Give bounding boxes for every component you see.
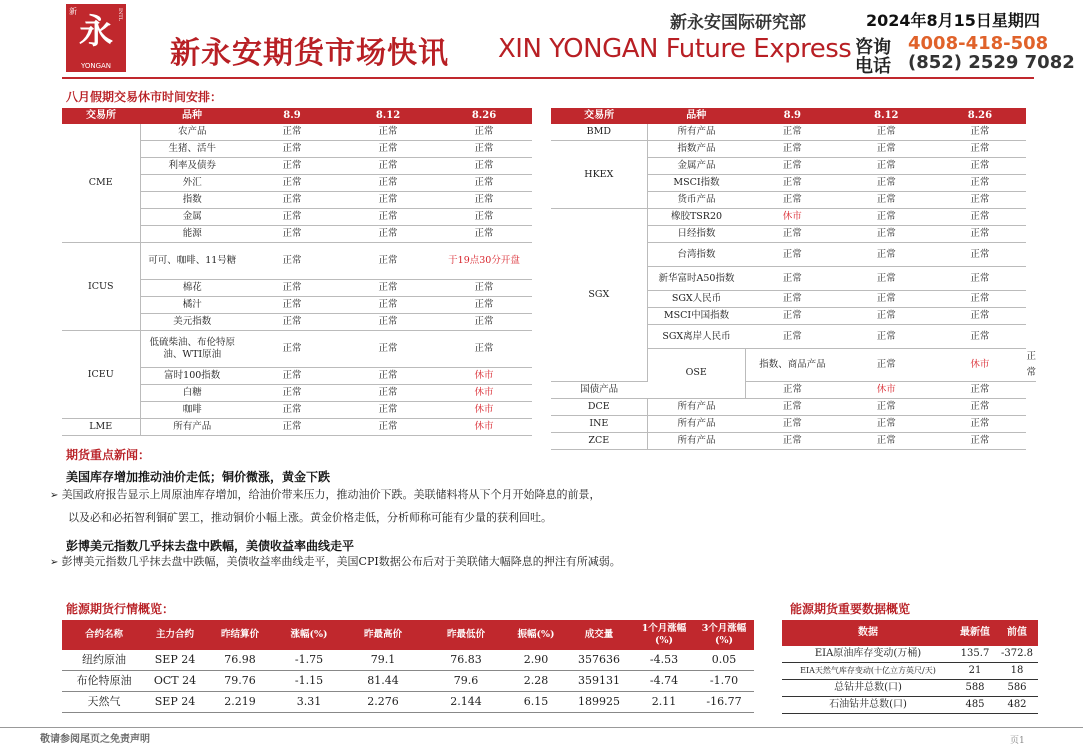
status-cell: 正常 xyxy=(244,243,340,280)
table-cell: SEP 24 xyxy=(146,650,204,671)
column-header: 8.26 xyxy=(933,108,1026,124)
table-cell: -16.77 xyxy=(694,692,754,713)
status-cell: 正常 xyxy=(933,175,1026,192)
table-cell: 357636 xyxy=(564,650,634,671)
status-cell: 正常 xyxy=(839,291,933,308)
status-cell: 正常 xyxy=(839,308,933,325)
status-cell: 正常 xyxy=(933,415,1026,432)
news-title: 期货重点新闻： xyxy=(66,448,151,462)
column-header: 振幅(%) xyxy=(508,620,564,650)
product-cell: 所有产品 xyxy=(647,415,745,432)
status-cell: 正常 xyxy=(436,331,532,368)
product-cell: 棉花 xyxy=(140,280,244,297)
table-cell: SEP 24 xyxy=(146,692,204,713)
table-cell: 2.90 xyxy=(508,650,564,671)
exchange-cell: INE xyxy=(551,415,647,432)
status-cell: 正常 xyxy=(244,297,340,314)
status-cell: 正常 xyxy=(933,226,1026,243)
status-cell: 正常 xyxy=(340,419,436,436)
table-cell: 18 xyxy=(996,663,1038,680)
status-cell: 正常 xyxy=(933,243,1026,267)
product-cell: 金属 xyxy=(140,209,244,226)
table-row xyxy=(551,124,1036,141)
table-cell: 0.05 xyxy=(694,650,754,671)
status-cell: 正常 xyxy=(933,158,1026,175)
column-header: 最新值 xyxy=(954,620,996,646)
exchange-cell: ICUS xyxy=(62,243,140,331)
status-cell: 休市 xyxy=(933,349,1026,382)
status-cell: 正常 xyxy=(839,432,933,449)
holiday-title: 八月假期交易休市时间安排： xyxy=(66,90,223,104)
status-cell: 正常 xyxy=(244,209,340,226)
status-cell: 正常 xyxy=(745,415,839,432)
news-line: 以及必和必拓智利铜矿罢工，推动铜价小幅上涨。黄金价格走低，分析师称可能有少量的获利回吐。 xyxy=(68,511,552,524)
status-cell: 正常 xyxy=(839,243,933,267)
status-cell: 正常 xyxy=(839,175,933,192)
status-cell: 正常 xyxy=(436,297,532,314)
status-cell: 正常 xyxy=(340,402,436,419)
table-cell: 2.219 xyxy=(204,692,276,713)
table-row xyxy=(551,381,1036,398)
table-cell: 76.83 xyxy=(424,650,508,671)
status-cell: 正常 xyxy=(340,175,436,192)
table-cell: 布伦特原油 xyxy=(62,671,146,692)
product-cell: 所有产品 xyxy=(647,398,745,415)
status-cell: 正常 xyxy=(745,226,839,243)
column-header: 交易所 xyxy=(62,108,140,124)
column-header: 品种 xyxy=(140,108,244,124)
status-cell: 正常 xyxy=(244,175,340,192)
status-cell: 正常 xyxy=(340,192,436,209)
table-cell: 总钻井总数(口) xyxy=(782,680,954,697)
product-cell: 利率及债券 xyxy=(140,158,244,175)
status-cell: 正常 xyxy=(436,280,532,297)
product-cell: MSCI指数 xyxy=(647,175,745,192)
energy-quote-table xyxy=(62,620,754,713)
column-header: 8.9 xyxy=(745,108,839,124)
table-row xyxy=(551,398,1036,415)
status-cell: 正常 xyxy=(340,141,436,158)
status-cell: 正常 xyxy=(933,381,1026,398)
table-cell: 79.76 xyxy=(204,671,276,692)
status-cell: 正常 xyxy=(745,432,839,449)
column-header: 1个月涨幅(%) xyxy=(634,620,694,650)
status-cell: 正常 xyxy=(745,124,839,141)
column-header: 合约名称 xyxy=(62,620,146,650)
exchange-cell: HKEX xyxy=(551,141,647,209)
table-cell: 天然气 xyxy=(62,692,146,713)
exchange-cell: OSE xyxy=(647,349,745,399)
status-cell: 正常 xyxy=(340,158,436,175)
column-header: 交易所 xyxy=(551,108,647,124)
product-cell: 台湾指数 xyxy=(647,243,745,267)
status-cell: 正常 xyxy=(839,398,933,415)
status-cell: 正常 xyxy=(340,280,436,297)
company-logo xyxy=(66,4,126,72)
status-cell: 正常 xyxy=(933,291,1026,308)
table-cell: 2.11 xyxy=(634,692,694,713)
column-header: 8.12 xyxy=(839,108,933,124)
product-cell: 富时100指数 xyxy=(140,368,244,385)
column-header: 前值 xyxy=(996,620,1038,646)
table-row xyxy=(782,663,1038,680)
status-cell: 正常 xyxy=(745,141,839,158)
status-cell: 正常 xyxy=(839,158,933,175)
status-cell: 正常 xyxy=(340,331,436,368)
status-cell: 休市 xyxy=(436,419,532,436)
news-line: 美国政府报告显示上周原油库存增加，给油价带来压力，推动油价下跌。美联储料将从下个月开始降息的前景， xyxy=(61,488,601,501)
product-cell: 橡胶TSR20 xyxy=(647,209,745,226)
product-cell: 农产品 xyxy=(140,124,244,141)
status-cell: 正常 xyxy=(933,124,1026,141)
exchange-cell: ZCE xyxy=(551,432,647,449)
column-header: 3个月涨幅(%) xyxy=(694,620,754,650)
product-cell: 可可、咖啡、11号糖 xyxy=(140,243,244,280)
status-cell: 正常 xyxy=(340,209,436,226)
status-cell: 正常 xyxy=(933,308,1026,325)
table-cell: 3.31 xyxy=(276,692,342,713)
table-row xyxy=(62,124,532,141)
table-row xyxy=(551,415,1036,432)
status-cell: 正常 xyxy=(244,314,340,331)
product-cell: 指数、商品产品 xyxy=(745,349,839,382)
institute-name: 新永安国际研究部 xyxy=(670,13,806,33)
table-row xyxy=(62,671,754,692)
news-headline-1: 美国库存增加推动油价走低；铜价微涨，黄金下跌 xyxy=(66,470,331,484)
title-cn: 新永安期货市场快讯 xyxy=(170,36,449,71)
status-cell: 正常 xyxy=(340,124,436,141)
table-cell: 189925 xyxy=(564,692,634,713)
product-cell: 低硫柴油、布伦特原油、WTI原油 xyxy=(140,331,244,368)
table-cell: 76.98 xyxy=(204,650,276,671)
status-cell: 正常 xyxy=(839,141,933,158)
status-cell: 正常 xyxy=(436,209,532,226)
table-cell: -372.8 xyxy=(996,646,1038,663)
table-cell: -1.75 xyxy=(276,650,342,671)
column-header: 主力合约 xyxy=(146,620,204,650)
table-cell: 21 xyxy=(954,663,996,680)
status-cell: 正常 xyxy=(436,314,532,331)
table-cell: 纽约原油 xyxy=(62,650,146,671)
status-cell: 正常 xyxy=(244,192,340,209)
status-cell: 正常 xyxy=(436,192,532,209)
holiday-table-left xyxy=(62,108,532,436)
table-cell: 2.144 xyxy=(424,692,508,713)
table-row xyxy=(782,646,1038,663)
logo-small-text: 新 xyxy=(69,7,77,16)
status-cell: 正常 xyxy=(745,291,839,308)
table-row xyxy=(62,243,532,280)
table-row xyxy=(62,692,754,713)
column-header: 品种 xyxy=(647,108,745,124)
product-cell: 所有产品 xyxy=(140,419,244,436)
product-cell: 所有产品 xyxy=(647,432,745,449)
status-cell: 正常 xyxy=(745,175,839,192)
table-row xyxy=(62,331,532,368)
product-cell: 外汇 xyxy=(140,175,244,192)
status-cell: 正常 xyxy=(933,325,1026,349)
title-en: XIN YONGAN Future Express xyxy=(498,34,852,64)
product-cell: SGX离岸人民币 xyxy=(647,325,745,349)
status-cell: 正常 xyxy=(839,226,933,243)
table-cell: 482 xyxy=(996,697,1038,714)
table-row xyxy=(62,419,532,436)
table-cell: 石油钻井总数(口) xyxy=(782,697,954,714)
status-cell: 正常 xyxy=(244,158,340,175)
status-cell: 正常 xyxy=(340,226,436,243)
table-cell: OCT 24 xyxy=(146,671,204,692)
contact-phone: (852) 2529 7082 xyxy=(908,52,1075,73)
status-cell: 正常 xyxy=(933,192,1026,209)
product-cell: 日经指数 xyxy=(647,226,745,243)
product-cell: MSCI中国指数 xyxy=(647,308,745,325)
status-cell: 正常 xyxy=(839,349,933,382)
status-cell: 休市 xyxy=(436,402,532,419)
logo-intl-text: INTL xyxy=(117,8,123,22)
status-cell: 正常 xyxy=(839,415,933,432)
table-row xyxy=(62,650,754,671)
status-cell: 正常 xyxy=(745,381,839,398)
column-header: 昨最低价 xyxy=(424,620,508,650)
status-cell: 休市 xyxy=(839,381,933,398)
column-header: 8.26 xyxy=(436,108,532,124)
product-cell: 指数 xyxy=(140,192,244,209)
column-header: 8.9 xyxy=(244,108,340,124)
exchange-cell: DCE xyxy=(551,398,647,415)
contact-label-1: 咨询 xyxy=(855,37,891,58)
status-cell: 正常 xyxy=(745,398,839,415)
contact-hotline: 4008-418-508 xyxy=(908,33,1049,54)
status-cell: 正常 xyxy=(933,267,1026,291)
table-cell: 135.7 xyxy=(954,646,996,663)
table-row xyxy=(551,141,1036,158)
status-cell: 正常 xyxy=(244,141,340,158)
status-cell: 正常 xyxy=(436,124,532,141)
status-cell: 正常 xyxy=(933,209,1026,226)
table-cell: 79.1 xyxy=(342,650,424,671)
status-cell: 休市 xyxy=(436,385,532,402)
product-cell: 能源 xyxy=(140,226,244,243)
status-cell: 正常 xyxy=(745,158,839,175)
column-header: 成交量 xyxy=(564,620,634,650)
status-cell: 正常 xyxy=(933,432,1026,449)
product-cell: 指数产品 xyxy=(647,141,745,158)
exchange-cell: ICEU xyxy=(62,331,140,419)
status-cell: 正常 xyxy=(244,226,340,243)
news-body-1 xyxy=(50,484,601,529)
table-cell: 359131 xyxy=(564,671,634,692)
status-cell: 正常 xyxy=(933,141,1026,158)
status-cell: 正常 xyxy=(839,325,933,349)
product-cell: 生猪、活牛 xyxy=(140,141,244,158)
table-cell: -1.15 xyxy=(276,671,342,692)
status-cell: 正常 xyxy=(244,280,340,297)
table-cell: -1.70 xyxy=(694,671,754,692)
table-cell: 79.6 xyxy=(424,671,508,692)
status-cell: 正常 xyxy=(436,158,532,175)
holiday-table-right xyxy=(551,108,1036,450)
page-number: 页1 xyxy=(1010,736,1025,746)
status-cell: 正常 xyxy=(244,385,340,402)
product-cell: 白糖 xyxy=(140,385,244,402)
news-headline-2: 彭博美元指数几乎抹去盘中跌幅，美债收益率曲线走平 xyxy=(66,539,355,553)
exchange-cell: BMD xyxy=(551,124,647,141)
table-cell: 588 xyxy=(954,680,996,697)
status-cell: 正常 xyxy=(436,226,532,243)
product-cell: 橘汁 xyxy=(140,297,244,314)
product-cell: 国债产品 xyxy=(551,381,647,398)
table-row xyxy=(551,432,1036,449)
product-cell: 咖啡 xyxy=(140,402,244,419)
news-line: 彭博美元指数几乎抹去盘中跌幅，美债收益率曲线走平，美国CPI数据公布后对于美联储大幅降息的押注有所减弱。 xyxy=(61,555,621,568)
table-cell: -4.53 xyxy=(634,650,694,671)
status-cell: 正常 xyxy=(436,175,532,192)
logo-en-text: YONGAN xyxy=(80,62,112,70)
product-cell: 新华富时A50指数 xyxy=(647,267,745,291)
product-cell: 美元指数 xyxy=(140,314,244,331)
energy-data-table xyxy=(782,620,1038,714)
table-row xyxy=(782,697,1038,714)
table-row xyxy=(782,680,1038,697)
table-cell: 586 xyxy=(996,680,1038,697)
status-cell: 正常 xyxy=(745,325,839,349)
table-cell: 81.44 xyxy=(342,671,424,692)
table-cell: 2.276 xyxy=(342,692,424,713)
status-cell: 正常 xyxy=(244,368,340,385)
product-cell: SGX人民币 xyxy=(647,291,745,308)
status-cell: 正常 xyxy=(933,398,1026,415)
status-cell: 正常 xyxy=(839,267,933,291)
column-header: 昨结算价 xyxy=(204,620,276,650)
status-cell: 正常 xyxy=(244,124,340,141)
column-header: 数据 xyxy=(782,620,954,646)
exchange-cell: LME xyxy=(62,419,140,436)
column-header: 昨最高价 xyxy=(342,620,424,650)
table-cell: 2.28 xyxy=(508,671,564,692)
status-cell: 正常 xyxy=(745,243,839,267)
contact-label-2: 电话 xyxy=(855,56,891,77)
column-header: 8.12 xyxy=(340,108,436,124)
energy-data-title: 能源期货重要数据概览 xyxy=(790,602,911,616)
table-cell: 485 xyxy=(954,697,996,714)
status-cell: 正常 xyxy=(340,385,436,402)
table-cell: 6.15 xyxy=(508,692,564,713)
status-cell: 正常 xyxy=(340,243,436,280)
disclaimer-link[interactable]: 敬请参阅尾页之免责声明 xyxy=(40,734,150,745)
status-cell: 正常 xyxy=(839,124,933,141)
footer-divider xyxy=(0,727,1083,728)
status-cell: 正常 xyxy=(244,402,340,419)
status-cell: 正常 xyxy=(839,209,933,226)
status-cell: 正常 xyxy=(745,267,839,291)
logo-glyph: 永 xyxy=(79,12,113,52)
status-cell: 正常 xyxy=(340,314,436,331)
status-cell: 休市 xyxy=(436,368,532,385)
bullet-arrow-icon: ➢ xyxy=(50,557,62,568)
energy-title: 能源期货行情概览： xyxy=(66,602,175,616)
header-divider xyxy=(62,77,1034,79)
report-date: 2024年8月15日星期四 xyxy=(866,11,1040,30)
status-cell: 正常 xyxy=(745,192,839,209)
product-cell: 货币产品 xyxy=(647,192,745,209)
column-header: 涨幅(%) xyxy=(276,620,342,650)
status-cell: 正常 xyxy=(436,141,532,158)
status-cell: 于19点30分开盘 xyxy=(436,243,532,280)
status-cell: 正常 xyxy=(340,297,436,314)
status-cell: 休市 xyxy=(745,209,839,226)
status-cell: 正常 xyxy=(839,192,933,209)
table-cell: -4.74 xyxy=(634,671,694,692)
news-body-2 xyxy=(50,551,621,574)
exchange-cell: SGX xyxy=(551,209,647,382)
product-cell: 所有产品 xyxy=(647,124,745,141)
table-row xyxy=(551,209,1036,226)
status-cell: 正常 xyxy=(340,368,436,385)
bullet-arrow-icon: ➢ xyxy=(50,490,62,501)
exchange-cell: CME xyxy=(62,124,140,243)
table-cell: EIA原油库存变动(万桶) xyxy=(782,646,954,663)
status-cell: 正常 xyxy=(1026,349,1036,382)
status-cell: 正常 xyxy=(745,308,839,325)
table-cell: EIA天然气库存变动(十亿立方英尺/天) xyxy=(782,663,954,680)
status-cell: 正常 xyxy=(244,419,340,436)
status-cell: 正常 xyxy=(244,331,340,368)
product-cell: 金属产品 xyxy=(647,158,745,175)
